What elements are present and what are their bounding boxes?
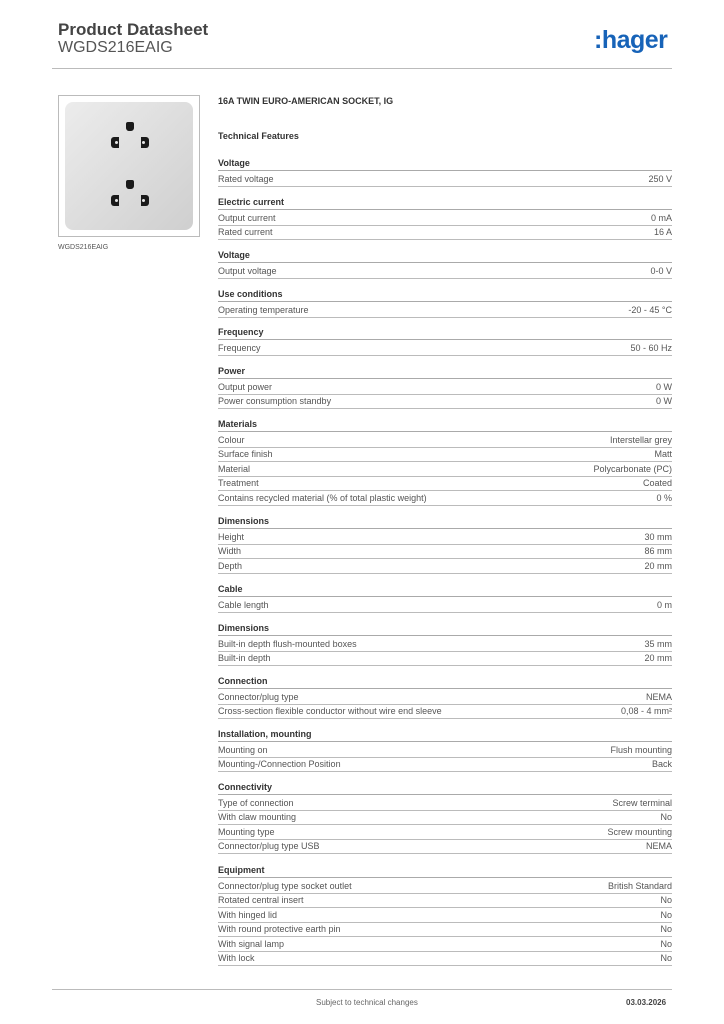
section-title: Electric current [218,196,672,210]
spec-value: 250 V [648,173,672,184]
spec-value: 0 mA [650,212,672,223]
spec-row [218,951,672,966]
spec-row [218,810,672,825]
spec-row [218,937,672,952]
spec-value: 30 mm [644,531,672,542]
spec-label: Treatment [218,478,259,488]
spec-row [218,476,672,491]
spec-label: Operating temperature [218,304,309,315]
spec-row [218,922,672,937]
spec-label: Built-in depth flush-mounted boxes [218,638,357,649]
spec-row [218,598,672,613]
footer-date: 03.03.2026 [626,998,667,1007]
spec-label: With claw mounting [218,812,297,822]
spec-label: Width [218,546,242,556]
spec-value: No [660,909,672,920]
spec-value: Screw terminal [612,797,672,808]
footer-divider [52,989,672,990]
section-title: Installation, mounting [218,728,672,742]
spec-value: Screw mounting [607,826,672,837]
spec-label: Cross-section flexible conductor without wire end sleeve [218,706,442,716]
spec-row [218,757,672,772]
spec-label: With round protective earth pin [218,924,341,934]
socket-outlet-icon [109,122,153,162]
spec-row [218,839,672,854]
spec-label: Output power [218,381,273,392]
spec-value: 20 mm [644,560,672,571]
spec-label: Mounting-/Connection Position [218,759,341,769]
spec-row [218,908,672,923]
spec-label: Rated current [218,227,273,237]
spec-value: 50 - 60 Hz [630,342,672,353]
spec-label: Connector/plug type USB [218,841,320,851]
spec-value: Back [651,759,672,769]
section-title: Dimensions [218,622,672,636]
spec-value: No [660,924,672,934]
spec-row [218,172,672,187]
spec-row [218,893,672,908]
spec-label: Mounting type [218,826,275,837]
spec-value: Coated [642,478,672,488]
spec-row [218,879,672,894]
spec-label: Depth [218,560,243,571]
spec-row [218,651,672,666]
section-title: Voltage [218,157,672,171]
section-title: Dimensions [218,515,672,529]
spec-label: Material [218,463,251,474]
spec-value: No [660,895,672,905]
spec-row [218,380,672,395]
spec-value: 0 m [656,599,672,610]
spec-row [218,264,672,279]
spec-row [218,394,672,409]
spec-row [218,530,672,545]
spec-value: Interstellar grey [609,434,672,445]
hager-logo [594,26,667,55]
spec-label: Mounting on [218,744,268,755]
section-title: Use conditions [218,288,672,302]
spec-row [218,303,672,318]
spec-value: 0 W [655,381,672,392]
spec-row [218,462,672,477]
spec-row [218,690,672,705]
spec-value: 86 mm [644,546,672,556]
image-caption: WGDS216EAIG [58,244,109,251]
spec-value: No [660,812,672,822]
footer-note: Subject to technical changes [316,998,418,1007]
section-title: Equipment [218,864,672,878]
section-title: Frequency [218,326,672,340]
spec-row [218,704,672,719]
spec-value: 16 A [653,227,672,237]
features-heading: Technical Features [218,131,299,141]
spec-row [218,544,672,559]
spec-value: -20 - 45 °C [628,304,672,315]
spec-row [218,211,672,226]
spec-row [218,796,672,811]
spec-label: Height [218,531,245,542]
spec-value: No [660,938,672,949]
spec-row [218,433,672,448]
spec-row [218,491,672,506]
spec-label: Contains recycled material (% of total plastic weight) [218,492,427,503]
spec-label: Rated voltage [218,173,274,184]
section-title: Power [218,365,672,379]
spec-row [218,637,672,652]
spec-value: 35 mm [644,638,672,649]
product-image [58,95,200,237]
spec-row [218,447,672,462]
spec-label: With lock [218,953,255,963]
spec-label: Frequency [218,342,261,353]
spec-row [218,341,672,356]
product-code: WGDS216EAIG [58,39,173,56]
spec-row [218,825,672,840]
spec-label: Output voltage [218,265,277,276]
spec-row [218,743,672,758]
spec-label: Power consumption standby [218,396,332,406]
spec-value: NEMA [645,841,672,851]
section-title: Connection [218,675,672,689]
section-title: Connectivity [218,781,672,795]
spec-value: 0 W [655,396,672,406]
spec-label: Surface finish [218,449,273,459]
logo-text: hager [601,26,668,54]
spec-value: 0,08 - 4 mm² [620,706,672,716]
spec-value: 20 mm [644,653,672,663]
spec-value: Matt [654,449,672,459]
spec-label: Connector/plug type [218,691,299,702]
spec-value: No [660,953,672,963]
socket-faceplate [65,102,193,230]
spec-value: 0-0 V [650,265,672,276]
section-title: Voltage [218,249,672,263]
spec-value: NEMA [645,691,672,702]
spec-label: With hinged lid [218,909,278,920]
spec-label: Connector/plug type socket outlet [218,880,352,891]
logo-prefix: : [594,26,602,54]
spec-value: 0 % [656,492,672,503]
spec-label: Type of connection [218,797,294,808]
header-divider [52,68,672,69]
socket-outlet-icon [109,180,153,220]
spec-row [218,225,672,240]
spec-label: Output current [218,212,276,223]
spec-value: Flush mounting [610,744,672,755]
spec-value: Polycarbonate (PC) [593,463,672,474]
spec-label: With signal lamp [218,938,285,949]
section-title: Cable [218,583,672,597]
spec-label: Rotated central insert [218,895,304,905]
spec-value: British Standard [607,880,672,891]
section-title: Materials [218,418,672,432]
spec-label: Built-in depth [218,653,271,663]
product-title: 16A TWIN EURO-AMERICAN SOCKET, IG [218,96,394,106]
page-title: Product Datasheet [58,20,209,39]
spec-row [218,559,672,574]
spec-label: Cable length [218,599,269,610]
spec-label: Colour [218,434,245,445]
